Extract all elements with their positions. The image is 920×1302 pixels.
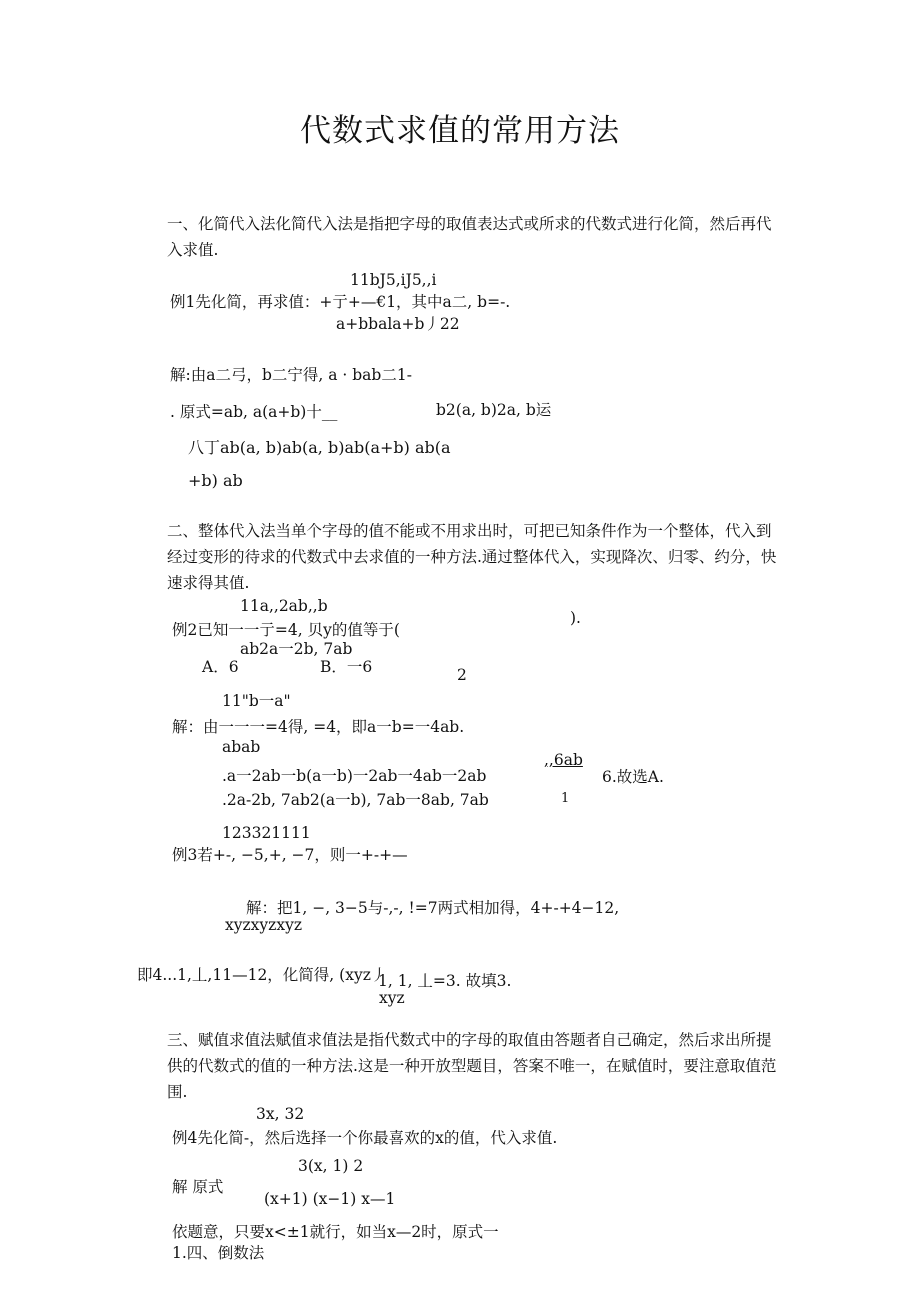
section-1-paragraph: 一、化简代入法化简代入法是指把字母的取值表达式或所求的代数式进行化简，然后再代入求值. — [167, 215, 772, 259]
solution-4-numerator: 3(x, 1) 2 — [298, 1157, 364, 1175]
option-a: A．6 — [202, 658, 239, 676]
solution-2-answer: 6.故选A. — [602, 768, 664, 786]
solution-3-line: 解：把1, −, 3−5与-,-, !=7两式相加得，4+-+4−12, — [246, 899, 620, 917]
example-3-numerators: 123321111 — [222, 824, 311, 842]
solution-2-denominator: abab — [222, 738, 261, 756]
example-2-denominator: ab2a一2b, 7ab — [240, 640, 353, 658]
example-1-statement: 例1先化简，再求值：+亍+—€1，其中a二, b=-. — [170, 293, 511, 311]
solution-4-label: 解 原式 — [172, 1178, 224, 1196]
solution-4-condition: 依题意，只要x<±1就行，如当x—2时，原式一 — [172, 1223, 499, 1241]
solution-2-numerator: 11"b一a" — [222, 692, 291, 710]
solution-3-denominators: xyzxyzxyz — [225, 916, 302, 934]
option-b: B．一6 — [320, 658, 373, 676]
example-3-statement: 例3若+-, −5,+, −7，则一+-+— — [172, 846, 408, 864]
example-2-statement: 例2已知一一亍=4, 贝y的值等于( — [172, 621, 400, 639]
solution-2-calculation: .a一2ab一b(a一b)一2ab一4ab一2ab — [222, 767, 487, 785]
example-1-denominator: a+bbala+b丿22 — [336, 315, 460, 333]
example-1-numerator: 11bJ5,iJ5,,i — [350, 271, 437, 289]
solution-4-denominator: (x+1) (x−1) x—1 — [264, 1190, 396, 1208]
solution-3-denominator: xyz — [379, 989, 405, 1007]
section-2-paragraph: 二、整体代入法当单个字母的值不能或不用求出时，可把已知条件作为一个整体，代入到经过变形的待求的代数式中去求值的一种方法.通过整体代入，实现降次、归零、约分，快速求得其值. — [167, 522, 777, 592]
expansion-line-end: +b) ab — [188, 471, 243, 490]
example-2-paren: ). — [570, 609, 581, 627]
example-4-statement: 例4先化简-，然后选择一个你最喜欢的x的值，代入求值. — [172, 1129, 558, 1147]
solution-3-result: 1, 1, 丄=3. 故填3. — [378, 972, 512, 990]
page-title: 代数式求值的常用方法 — [300, 113, 620, 149]
example-4-numerator: 3x, 32 — [256, 1105, 305, 1123]
solution-2-cut-number: 1 — [561, 791, 570, 806]
section-4-heading: 1.四、倒数法 — [172, 1244, 265, 1262]
section-3-paragraph: 三、赋值求值法赋值求值法是指代数式中的字母的取值由答题者自己确定，然后求出所提供的代数式的值的一种方法.这是一种开放型题目，答案不唯一，在赋值时，要注意取值范围. — [167, 1031, 777, 1101]
solution-2-statement: 解：由一一一=4得, =4，即a一b=一4ab. — [172, 718, 465, 736]
option-number: 2 — [457, 666, 467, 684]
expansion-line: 八丁ab(a, b)ab(a, b)ab(a+b) ab(a — [188, 438, 451, 457]
example-2-numerator: 11a,,2ab,,b — [240, 597, 328, 615]
original-expression: . 原式=ab, a(a+b)十__ — [170, 403, 338, 421]
solution-1-line: 解:由a二弓，b二宁得, a · bab二1- — [170, 366, 412, 384]
solution-2-fraction: ,,6ab — [544, 751, 583, 769]
solution-2-cut-line: .2a-2b, 7ab2(a一b), 7ab一8ab, 7ab — [222, 791, 489, 809]
solution-3-simplify: 即4...1,丄,11—12，化简得, (xyz丿 — [137, 966, 387, 984]
original-expression-right: b2(a, b)2a, b运 — [436, 401, 552, 419]
